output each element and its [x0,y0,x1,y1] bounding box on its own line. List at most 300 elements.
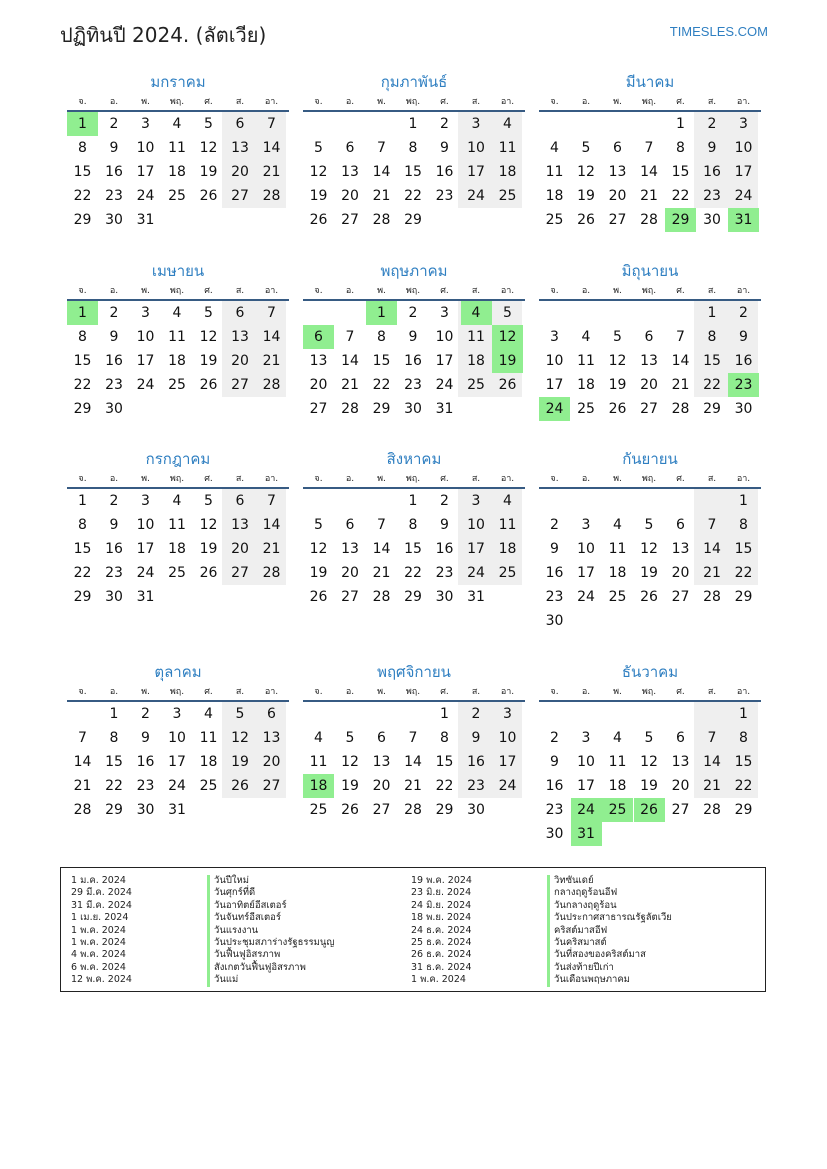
month-block [67,72,289,256]
day-cell: 22 [734,778,753,794]
weekday-label: ศ. [676,474,685,484]
day-cell: 9 [109,329,119,345]
day-cell: 28 [404,802,422,818]
day-cell: 20 [341,188,359,204]
brand-link[interactable]: TIMESLES.COM [669,24,768,39]
day-cell: 13 [231,329,249,345]
day-grid [303,489,525,633]
day-cell: 9 [550,754,559,770]
day-cell: 28 [262,377,281,393]
day-grid [539,702,761,846]
holiday-day-cell: 25 [602,798,633,822]
day-cell: 7 [707,730,717,746]
weekday-label: ส. [471,474,481,484]
day-cell: 25 [168,377,186,393]
day-cell: 29 [105,802,123,818]
weekday-label: อา. [736,687,751,697]
weekday-label: ศ. [676,286,685,296]
weekday-label: ส. [235,286,245,296]
day-cell: 16 [545,565,564,581]
day-cell: 12 [640,754,658,770]
day-cell: 11 [168,517,186,533]
day-cell: 30 [703,212,721,228]
weekday-label: พฤ. [169,474,185,484]
day-cell: 17 [136,164,155,180]
holiday-date: 25 ธ.ค. 2024 [411,936,472,948]
day-cell: 10 [136,140,155,156]
holiday-day-cell: 1 [366,301,397,325]
day-cell: 27 [231,188,249,204]
day-cell: 17 [467,164,485,180]
day-cell: 12 [309,164,328,180]
day-cell: 30 [435,589,454,605]
day-cell: 29 [734,589,753,605]
day-cell: 13 [262,730,281,746]
weekday-label: ส. [235,687,245,697]
weekday-label: พฤ. [641,286,657,296]
day-cell: 5 [314,140,323,156]
weekday-header [539,94,761,108]
holiday-day-cell: 4 [461,301,492,325]
day-cell: 11 [498,517,517,533]
day-cell: 9 [440,140,449,156]
day-cell: 31 [136,589,155,605]
month-name: กุมภาพันธ์ [380,73,448,91]
day-cell: 8 [676,140,685,156]
day-cell: 19 [309,188,328,204]
day-cell: 13 [309,353,328,369]
day-cell: 11 [545,164,564,180]
day-cell: 26 [199,188,218,204]
weekday-label: ส. [707,286,717,296]
day-cell: 11 [498,140,517,156]
weekday-label: พฤ. [169,286,185,296]
day-cell: 5 [644,730,654,746]
month-name: มีนาคม [625,73,675,91]
day-cell: 13 [671,541,690,557]
day-grid [67,112,289,256]
day-cell: 11 [467,329,485,345]
day-cell: 31 [435,401,454,417]
day-cell: 7 [377,517,386,533]
holiday-name: กลางฤดูร้อนอีฟ [547,887,617,899]
day-cell: 24 [577,589,595,605]
day-cell: 8 [739,517,748,533]
day-cell: 7 [408,730,418,746]
day-cell: 16 [404,353,422,369]
day-cell: 30 [105,401,123,417]
day-cell: 3 [739,116,748,132]
day-cell: 28 [262,565,281,581]
holiday-legend [60,867,766,992]
holiday-day-cell: 26 [634,798,665,822]
holiday-date: 4 พ.ค. 2024 [71,949,126,961]
holiday-day-cell: 31 [571,822,602,846]
day-cell: 3 [440,305,449,321]
day-cell: 14 [341,353,359,369]
day-cell: 14 [262,329,281,345]
day-cell: 8 [440,730,449,746]
day-cell: 29 [73,589,92,605]
weekday-label: ส. [707,474,717,484]
weekday-label: ศ. [676,97,685,107]
day-cell: 14 [262,517,281,533]
day-cell: 13 [640,353,658,369]
day-cell: 12 [231,730,249,746]
day-cell: 19 [309,565,328,581]
day-cell: 26 [199,565,218,581]
day-cell: 14 [372,164,391,180]
day-cell: 14 [404,754,422,770]
holiday-name: คริสต์มาสอีฟ [547,925,607,937]
holiday-name: วันประชุมสภาร่างรัฐธรรมนูญ [207,937,334,949]
day-cell: 5 [204,116,213,132]
weekday-label: ส. [707,687,717,697]
holiday-day-cell: 24 [539,397,570,421]
holiday-date: 1 พ.ค. 2024 [411,974,466,986]
day-cell: 13 [608,164,627,180]
day-cell: 30 [545,613,564,629]
day-cell: 13 [231,140,249,156]
weekday-label: จ. [550,286,559,296]
month-name: มกราคม [150,73,206,91]
day-cell: 25 [199,778,218,794]
holiday-date: 24 มิ.ย. 2024 [411,899,472,911]
month-name: ธันวาคม [621,663,679,681]
weekday-label: อ. [581,286,591,296]
day-cell: 18 [168,541,186,557]
day-cell: 5 [644,517,654,533]
weekday-label: อา. [264,687,279,697]
day-cell: 16 [105,541,123,557]
weekday-label: อา. [500,474,515,484]
day-cell: 21 [372,188,391,204]
holiday-name: วันเดือนพฤษภาคม [547,974,630,986]
day-cell: 4 [503,493,512,509]
holiday-day-cell: 19 [492,349,523,373]
day-cell: 14 [640,164,658,180]
holiday-name: วันปีใหม่ [207,875,249,887]
holiday-date: 19 พ.ค. 2024 [411,875,472,886]
day-cell: 16 [105,164,123,180]
holiday-day-cell: 18 [303,774,334,798]
weekday-label: พ. [141,286,150,296]
day-cell: 28 [73,802,92,818]
month-block [539,72,761,256]
day-cell: 6 [267,706,276,722]
day-cell: 20 [309,377,328,393]
day-cell: 19 [199,164,218,180]
day-cell: 5 [235,706,245,722]
day-cell: 30 [467,802,485,818]
day-cell: 21 [671,377,690,393]
day-cell: 10 [545,353,564,369]
day-grid [539,112,761,256]
day-cell: 9 [550,541,559,557]
day-cell: 27 [671,802,690,818]
weekday-label: อา. [500,97,515,107]
day-cell: 24 [467,188,485,204]
day-cell: 18 [577,377,595,393]
holiday-name: วันคริสมาสต์ [547,937,607,949]
day-cell: 4 [172,493,182,509]
weekday-label: ส. [707,97,717,107]
day-cell: 20 [671,565,690,581]
day-cell: 18 [608,565,627,581]
holiday-name: วันแรงงาน [207,925,258,937]
weekday-label: ศ. [440,286,449,296]
day-cell: 2 [109,116,119,132]
day-cell: 11 [577,353,595,369]
day-cell: 19 [608,377,627,393]
day-cell: 19 [640,565,658,581]
day-grid [303,702,525,846]
weekday-header [303,471,525,485]
weekday-label: อา. [736,286,751,296]
day-grid [539,489,761,633]
day-cell: 8 [739,730,748,746]
day-cell: 16 [467,754,485,770]
month-block [67,261,289,445]
day-cell: 22 [703,377,721,393]
day-cell: 14 [262,140,281,156]
month-name: พฤศจิกายน [377,663,451,681]
day-cell: 16 [435,541,454,557]
day-cell: 24 [734,188,753,204]
day-cell: 17 [734,164,753,180]
page-title: ปฏิทินปี 2024. (ลัตเวีย) [60,23,267,47]
day-grid [303,301,525,445]
day-cell: 6 [676,730,685,746]
month-block [303,662,525,846]
month-name: มิถุนายน [621,262,679,280]
day-cell: 1 [109,706,119,722]
day-cell: 6 [345,140,355,156]
day-cell: 12 [608,353,627,369]
day-cell: 25 [498,188,517,204]
day-cell: 18 [498,541,517,557]
day-cell: 31 [168,802,186,818]
day-cell: 16 [435,164,454,180]
day-cell: 23 [545,589,564,605]
holiday-date: 1 พ.ค. 2024 [71,924,126,936]
day-cell: 20 [608,188,627,204]
day-cell: 15 [734,754,753,770]
day-cell: 14 [703,754,721,770]
day-cell: 18 [467,353,485,369]
weekday-label: พฤ. [641,474,657,484]
day-cell: 31 [136,212,155,228]
weekday-label: อา. [736,97,751,107]
weekday-label: อ. [581,474,591,484]
day-cell: 1 [676,116,685,132]
day-cell: 16 [136,754,155,770]
day-grid [539,301,761,445]
day-cell: 20 [671,778,690,794]
day-cell: 13 [372,754,391,770]
day-cell: 11 [168,140,186,156]
weekday-header [539,283,761,297]
weekday-header [539,684,761,698]
day-cell: 29 [73,212,92,228]
day-cell: 5 [613,329,622,345]
day-cell: 3 [503,706,512,722]
day-cell: 15 [73,353,92,369]
holiday-date: 6 พ.ค. 2024 [71,961,126,973]
day-cell: 2 [707,116,717,132]
day-cell: 1 [440,706,449,722]
day-cell: 28 [262,188,281,204]
day-cell: 26 [577,212,595,228]
day-cell: 24 [168,778,186,794]
holiday-name: วันศุกร์ที่ดี [207,887,255,899]
month-name: ตุลาคม [154,663,202,681]
weekday-label: อา. [736,474,751,484]
holiday-day-cell: 1 [67,112,98,136]
day-cell: 4 [613,517,622,533]
weekday-label: จ. [78,97,87,107]
day-cell: 3 [581,517,591,533]
day-cell: 21 [703,778,721,794]
day-cell: 20 [372,778,391,794]
holiday-date: 26 ธ.ค. 2024 [411,949,472,961]
day-cell: 5 [204,493,213,509]
holiday-day-cell: 6 [303,325,334,349]
day-cell: 22 [404,565,422,581]
day-cell: 24 [467,565,485,581]
day-cell: 9 [109,140,119,156]
day-cell: 20 [231,541,249,557]
day-cell: 23 [105,188,123,204]
day-cell: 3 [581,730,591,746]
day-cell: 27 [372,802,391,818]
day-cell: 3 [141,305,150,321]
day-cell: 21 [703,565,721,581]
day-cell: 25 [309,802,328,818]
holiday-name: วันประกาศสาธารณรัฐลัตเวีย [547,912,672,924]
day-cell: 5 [204,305,213,321]
weekday-label: ศ. [204,286,213,296]
day-cell: 7 [676,329,685,345]
day-cell: 19 [341,778,359,794]
day-cell: 27 [341,589,359,605]
month-block [303,261,525,445]
day-cell: 1 [739,706,748,722]
day-cell: 10 [136,517,155,533]
weekday-label: ส. [471,286,481,296]
holiday-day-cell: 1 [67,301,98,325]
day-cell: 17 [435,353,454,369]
weekday-label: พฤ. [169,97,185,107]
day-cell: 24 [435,377,454,393]
weekday-label: อ. [581,97,591,107]
day-cell: 6 [235,493,245,509]
weekday-label: พ. [377,474,386,484]
day-cell: 8 [78,329,87,345]
weekday-label: จ. [314,97,323,107]
day-cell: 6 [235,305,245,321]
weekday-header [67,283,289,297]
day-cell: 26 [199,377,218,393]
holiday-date: 18 พ.ย. 2024 [411,912,472,924]
day-cell: 8 [408,517,418,533]
day-cell: 2 [739,305,748,321]
holiday-date: 23 มิ.ย. 2024 [411,887,472,899]
day-cell: 3 [172,706,182,722]
day-cell: 4 [581,329,591,345]
day-cell: 15 [671,164,690,180]
month-name: พฤษภาคม [380,262,448,280]
weekday-label: อ. [345,97,355,107]
day-cell: 7 [707,517,717,533]
day-cell: 25 [168,565,186,581]
day-cell: 10 [498,730,517,746]
month-block [67,662,289,846]
weekday-label: ศ. [204,97,213,107]
day-cell: 9 [109,517,119,533]
day-cell: 1 [707,305,717,321]
day-cell: 29 [404,589,422,605]
day-cell: 22 [73,565,92,581]
day-cell: 2 [141,706,150,722]
day-cell: 8 [707,329,717,345]
day-cell: 7 [644,140,654,156]
month-block [539,261,761,445]
weekday-label: อา. [264,97,279,107]
day-cell: 27 [309,401,328,417]
weekday-label: อา. [264,474,279,484]
weekday-label: ศ. [204,687,213,697]
day-cell: 12 [640,541,658,557]
day-cell: 26 [640,589,658,605]
day-cell: 20 [341,565,359,581]
day-cell: 6 [345,517,355,533]
day-cell: 23 [467,778,485,794]
day-cell: 23 [435,565,454,581]
day-cell: 30 [105,589,123,605]
day-cell: 20 [640,377,658,393]
month-name: กันยายน [622,450,678,468]
day-cell: 29 [734,802,753,818]
day-cell: 28 [341,401,359,417]
day-cell: 10 [467,517,485,533]
day-cell: 26 [498,377,517,393]
weekday-header [67,94,289,108]
day-cell: 15 [73,541,92,557]
holiday-name: วันฟื้นฟูอิสรภาพ [207,949,280,961]
day-cell: 22 [73,377,92,393]
day-cell: 7 [345,329,355,345]
weekday-label: พ. [141,97,150,107]
day-cell: 15 [703,353,721,369]
weekday-label: ศ. [440,687,449,697]
day-cell: 17 [545,377,564,393]
day-cell: 19 [577,188,595,204]
day-cell: 3 [471,116,481,132]
day-cell: 8 [78,517,87,533]
weekday-label: อา. [500,286,515,296]
day-cell: 30 [545,826,564,842]
day-cell: 7 [78,730,87,746]
day-cell: 25 [467,377,485,393]
day-cell: 18 [498,164,517,180]
weekday-label: อ. [345,286,355,296]
day-cell: 17 [136,541,155,557]
day-cell: 29 [73,401,92,417]
day-cell: 8 [377,329,386,345]
holiday-name: วันอาทิตย์อีสเตอร์ [207,900,287,912]
day-cell: 13 [341,541,359,557]
